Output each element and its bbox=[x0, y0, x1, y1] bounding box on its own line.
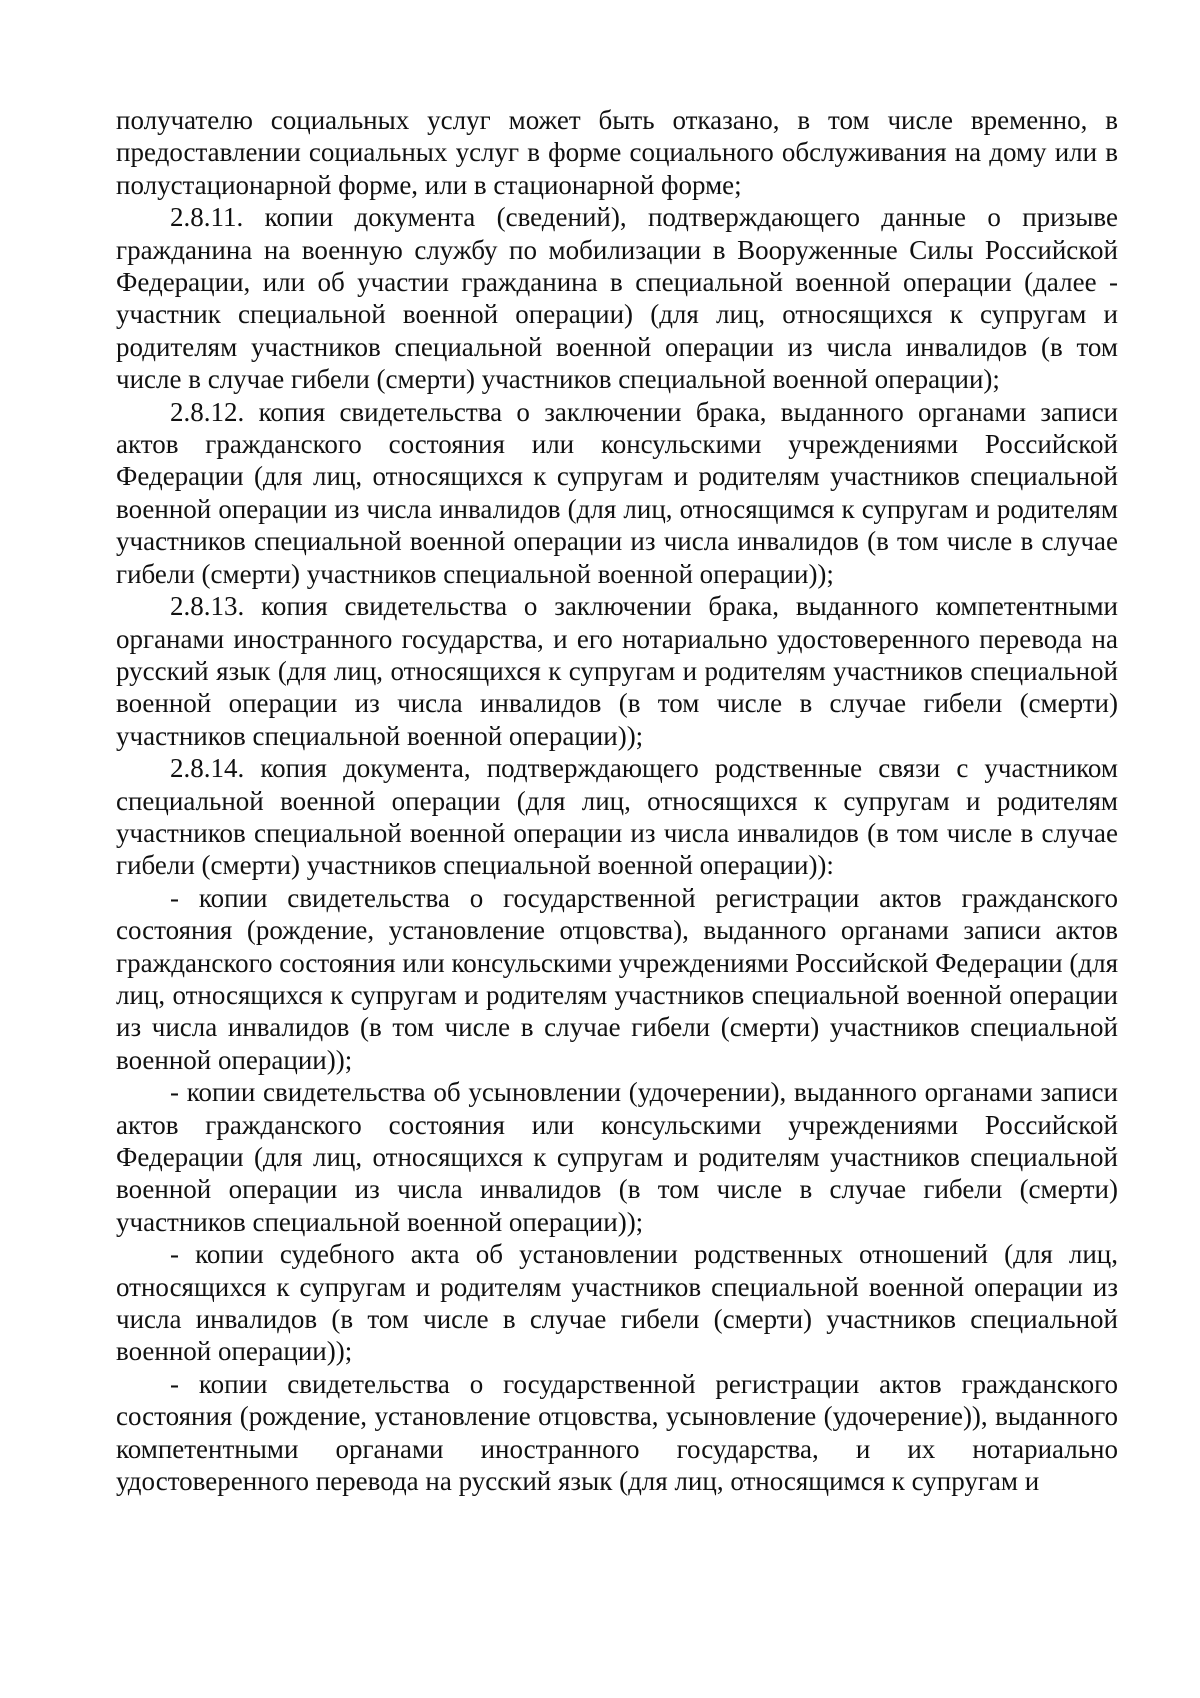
document-body bbox=[116, 104, 1118, 1497]
paragraph-2-8-11: 2.8.11. копии документа (сведений), подтверждающего данные о призыве гражданина на военную службу по мобилизации в Вооруженные Силы Российской Федерации, или об участии гражданина в специальной военной операции (далее - участник специальной военной операции) (для лиц, относящихся к супругам и родителям участников специальной военной операции из числа инвалидов (в том числе в случае гибели (смерти) участников специальной военной операции); bbox=[116, 202, 1118, 395]
paragraph-continuation: получателю социальных услуг может быть отказано, в том числе временно, в предоставлении социальных услуг в форме социального обслуживания на дому или в полустационарной форме, или в стационарной форме; bbox=[116, 105, 1118, 200]
paragraph-2-8-12: 2.8.12. копия свидетельства о заключении брака, выданного органами записи актов гражданского состояния или консульскими учреждениями Российской Федерации (для лиц, относящихся к супругам и родителям участников специальной военной операции из числа инвалидов (для лиц, относящимся к супругам и родителям участников специальной военной операции из числа инвалидов (в том числе в случае гибели (смерти) участников специальной военной операции)); bbox=[116, 396, 1118, 589]
list-item-court-act: - копии судебного акта об установлении родственных отношений (для лиц, относящихся к супругам и родителям участников специальной военной операции из числа инвалидов (в том числе в случае гибели (смерти) участников специальной военной операции)); bbox=[116, 1239, 1118, 1367]
list-item-foreign-registration: - копии свидетельства о государственной регистрации актов гражданского состояния (рождение, установление отцовства, усыновление (удочерение)), выданного компетентными органами иностранного государства, и их нотариально удостоверенного перевода на русский язык (для лиц, относящимся к супругам и bbox=[116, 1368, 1118, 1497]
paragraph-2-8-14: 2.8.14. копия документа, подтверждающего родственные связи с участником специальной военной операции (для лиц, относящихся к супругам и родителям участников специальной военной операции из числа инвалидов (в том числе в случае гибели (смерти) участников специальной военной операции)): bbox=[116, 753, 1118, 881]
list-item-adoption-certificate: - копии свидетельства об усыновлении (удочерении), выданного органами записи актов гражданского состояния или консульскими учреждениями Российской Федерации (для лиц, относящихся к супругам и родителям участников специальной военной операции из числа инвалидов (в том числе в случае гибели (смерти) участников специальной военной операции)); bbox=[116, 1077, 1118, 1237]
list-item-birth-certificate: - копии свидетельства о государственной регистрации актов гражданского состояния (рождение, установление отцовства), выданного органами записи актов гражданского состояния или консульскими учреждениями Российской Федерации (для лиц, относящихся к супругам и родителям участников специальной военной операции из числа инвалидов (в том числе в случае гибели (смерти) участников специальной военной операции)); bbox=[116, 882, 1118, 1075]
paragraph-2-8-13: 2.8.13. копия свидетельства о заключении брака, выданного компетентными органами иностранного государства, и его нотариально удостоверенного перевода на русский язык (для лиц, относящихся к супругам и родителям участников специальной военной операции из числа инвалидов (в том числе в случае гибели (смерти) участников специальной военной операции)); bbox=[116, 591, 1118, 751]
